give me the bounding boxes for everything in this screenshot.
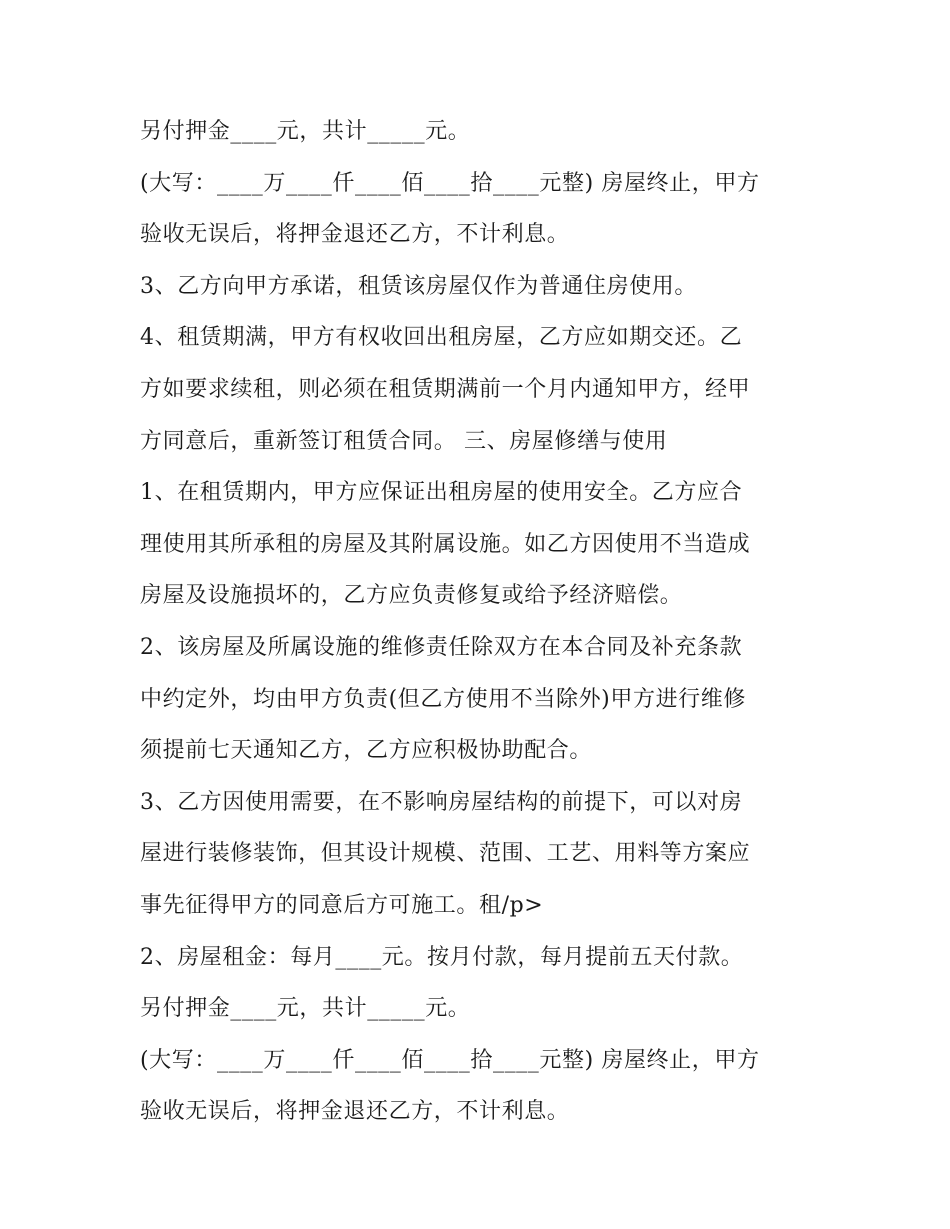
text-line: 另付押金____元，共计_____元。: [140, 119, 471, 144]
text-line: 须提前七天通知乙方，乙方应积极协助配合。: [140, 738, 593, 764]
text-line: 中约定外，均由甲方负责(但乙方使用不当除外)甲方进行维修: [140, 686, 746, 712]
text-line: 4、租赁期满，甲方有权收回出租房屋，乙方应如期交还。乙: [140, 325, 743, 351]
text-line: (大写：____万____仟____佰____拾____元整) 房屋终止，甲方: [140, 170, 760, 196]
text-line: 方同意后，重新签订租赁合同。 三、房屋修缮与使用: [140, 428, 668, 454]
text-line: 3、乙方因使用需要，在不影响房屋结构的前提下，可以对房: [140, 789, 743, 815]
text-line: 验收无误后，将押金退还乙方，不计利息。: [140, 222, 570, 248]
text-line: (大写：____万____仟____佰____拾____元整) 房屋终止，甲方: [140, 1047, 760, 1073]
text-line: 3、乙方向甲方承诺，租赁该房屋仅作为普通住房使用。: [140, 273, 697, 299]
text-line: 方如要求续租，则必须在租赁期满前一个月内通知甲方，经甲: [140, 376, 751, 402]
text-line: 事先征得甲方的同意后方可施工。租/p>: [140, 892, 544, 918]
text-line: 1、在租赁期内，甲方应保证出租房屋的使用安全。乙方应合: [140, 480, 743, 506]
text-line: 验收无误后，将押金退还乙方，不计利息。: [140, 1099, 570, 1125]
text-line: 房屋及设施损坏的，乙方应负责修复或给予经济赔偿。: [140, 583, 683, 609]
text-line: 2、房屋租金：每月____元。按月付款，每月提前五天付款。: [140, 944, 744, 970]
document-body: [140, 106, 830, 1138]
text-line: 另付押金____元，共计_____元。: [140, 996, 471, 1022]
text-line: 屋进行装修装饰，但其设计规模、范围、工艺、用料等方案应: [140, 841, 751, 867]
text-line: 理使用其所承租的房屋及其附属设施。如乙方因使用不当造成: [140, 531, 751, 557]
text-line: 2、该房屋及所属设施的维修责任除双方在本合同及补充条款: [140, 634, 743, 660]
